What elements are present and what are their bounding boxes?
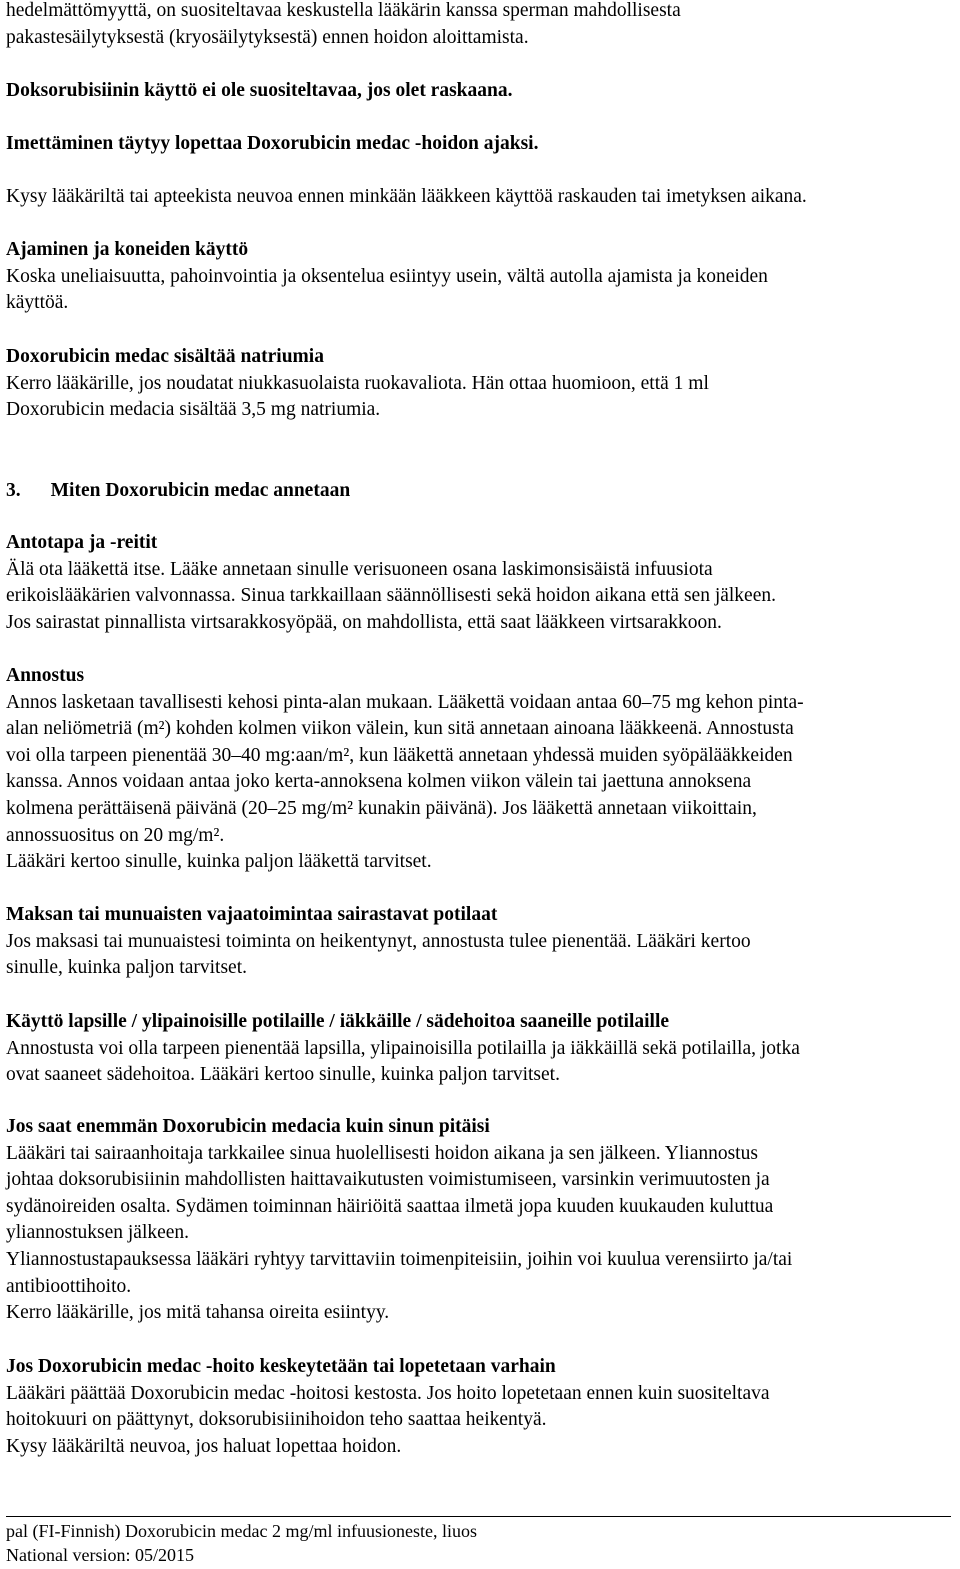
section-heading: Jos Doxorubicin medac -hoito keskeytetään tai lopetetaan varhain [6, 1356, 556, 1377]
text-line: käyttöä. [6, 292, 69, 314]
text-line: Kysy lääkäriltä neuvoa, jos haluat lopettaa hoidon. [6, 1435, 402, 1457]
text-line: alan neliömetriä (m²) kohden kolmen viikon välein, kun sitä annetaan ainoana lääkkeenä. Annostusta [6, 718, 794, 740]
footer-divider [6, 1516, 951, 1517]
pregnancy-warning: Doksorubisiinin käyttö ei ole suositeltavaa, jos olet raskaana. [6, 80, 513, 101]
text-line: pakastesäilytyksestä (kryosäilytyksestä) ennen hoidon aloittamista. [6, 26, 529, 48]
stop-treatment-section [6, 1354, 951, 1460]
section-title: Miten Doxorubicin medac annetaan [50, 480, 351, 501]
breastfeeding-warning: Imettäminen täytyy lopettaa Doxorubicin medac -hoidon ajaksi. [6, 133, 539, 154]
section-heading: Annostus [6, 665, 85, 686]
section-heading: Doxorubicin medac sisältää natriumia [6, 346, 324, 367]
text-line: ovat saaneet sädehoitoa. Lääkäri kertoo sinulle, kuinka paljon tarvitset. [6, 1064, 560, 1086]
text-line: Kerro lääkärille, jos noudatat niukkasuolaista ruokavaliota. Hän ottaa huomioon, että 1 ml [6, 372, 709, 394]
text-line: sinulle, kuinka paljon tarvitset. [6, 957, 247, 979]
text-line: Annos lasketaan tavallisesti kehosi pinta-alan mukaan. Lääkettä voidaan antaa 60–75 mg kehon pinta- [6, 691, 804, 713]
text-line: Älä ota lääkettä itse. Lääke annetaan sinulle verisuoneen osana laskimonsisäistä infuusiota [6, 558, 713, 580]
text-line: antibioottihoito. [6, 1275, 132, 1297]
text-line: hedelmättömyyttä, on suositeltavaa keskustella lääkärin kanssa sperman mahdollisesta [6, 0, 681, 21]
footer-version-line: National version: 05/2015 [6, 1545, 194, 1565]
text-line: yliannostuksen jälkeen. [6, 1222, 190, 1244]
text-line: Jos sairastat pinnallista virtsarakkosyöpää, on mahdollista, että saat lääkkeen virtsarakkoon. [6, 611, 722, 633]
section-heading: Jos saat enemmän Doxorubicin medacia kuin sinun pitäisi [6, 1116, 490, 1137]
text-line: kolmena perättäisenä päivänä (20–25 mg/m² kunakin päivänä). Jos lääkettä annetaan viikoittain, [6, 797, 757, 819]
text-line: Kerro lääkärille, jos mitä tahansa oireita esiintyy. [6, 1302, 390, 1324]
text-line: Annostusta voi olla tarpeen pienentää lapsilla, ylipainoisilla potilailla ja iäkkäillä sekä potilailla, jotka [6, 1037, 800, 1059]
liver-kidney-section [6, 902, 951, 982]
page-footer [6, 1519, 951, 1567]
section-heading: Antotapa ja -reitit [6, 532, 158, 553]
ask-advice-line: Kysy lääkäriltä tai apteekista neuvoa ennen minkään lääkkeen käyttöä raskauden tai imetyksen aikana. [6, 186, 807, 207]
section-heading: Käyttö lapsille / ylipainoisille potilaille / iäkkäille / sädehoitoa saaneille potilaille [6, 1011, 670, 1032]
dosage-section [6, 663, 951, 876]
text-line: johtaa doksorubisiinin mahdollisten haittavaikutusten voimistumiseen, varsinkin verimuutosten ja [6, 1169, 770, 1191]
overdose-section [6, 1114, 951, 1327]
section-3-title [6, 478, 951, 505]
text-line: Doxorubicin medacia sisältää 3,5 mg natriumia. [6, 399, 381, 421]
text-line: Lääkäri kertoo sinulle, kuinka paljon lääkettä tarvitset. [6, 851, 432, 873]
special-populations-section [6, 1009, 951, 1089]
text-line: hoitokuuri on päättynyt, doksorubisiinihoidon teho saattaa heikentyä. [6, 1409, 547, 1431]
fertility-paragraph [6, 0, 951, 51]
sodium-section [6, 344, 951, 424]
text-line: kanssa. Annos voidaan antaa joko kerta-annoksena kolmen viikon välein tai jaettuna annoksena [6, 771, 752, 793]
text-line: Lääkäri päättää Doxorubicin medac -hoitosi kestosta. Jos hoito lopetetaan ennen kuin suositeltava [6, 1382, 770, 1404]
driving-section [6, 237, 951, 317]
text-line: Yliannostustapauksessa lääkäri ryhtyy tarvittaviin toimenpiteisiin, joihin voi kuulua verensiirto ja/tai [6, 1248, 793, 1270]
section-heading: Maksan tai munuaisten vajaatoimintaa sairastavat potilaat [6, 904, 498, 925]
section-heading: Ajaminen ja koneiden käyttö [6, 239, 249, 260]
text-line: sydänoireiden osalta. Sydämen toiminnan häiriöitä saattaa ilmetä jopa kuuden kuukauden kuluttua [6, 1195, 774, 1217]
text-line: voi olla tarpeen pienentää 30–40 mg:aan/m², kun lääkettä annetaan yhdessä muiden syöpälääkkeiden [6, 744, 793, 766]
text-line: annossuositus on 20 mg/m². [6, 824, 225, 846]
text-line: Lääkäri tai sairaanhoitaja tarkkailee sinua huolellisesti hoidon aikana ja sen jälkeen. Yliannostus [6, 1142, 758, 1164]
footer-product-line: pal (FI-Finnish) Doxorubicin medac 2 mg/ml infuusioneste, liuos [6, 1521, 477, 1541]
route-section [6, 530, 951, 636]
section-number: 3. [6, 480, 21, 501]
text-line: Koska uneliaisuutta, pahoinvointia ja oksentelua esiintyy usein, vältä autolla ajamista ja koneiden [6, 265, 768, 287]
text-line: Jos maksasi tai munuaistesi toiminta on heikentynyt, annostusta tulee pienentää. Lääkäri kertoo [6, 930, 751, 952]
text-line: erikoislääkärien valvonnassa. Sinua tarkkaillaan säännöllisesti sekä hoidon aikana että sen jälkeen. [6, 585, 776, 607]
